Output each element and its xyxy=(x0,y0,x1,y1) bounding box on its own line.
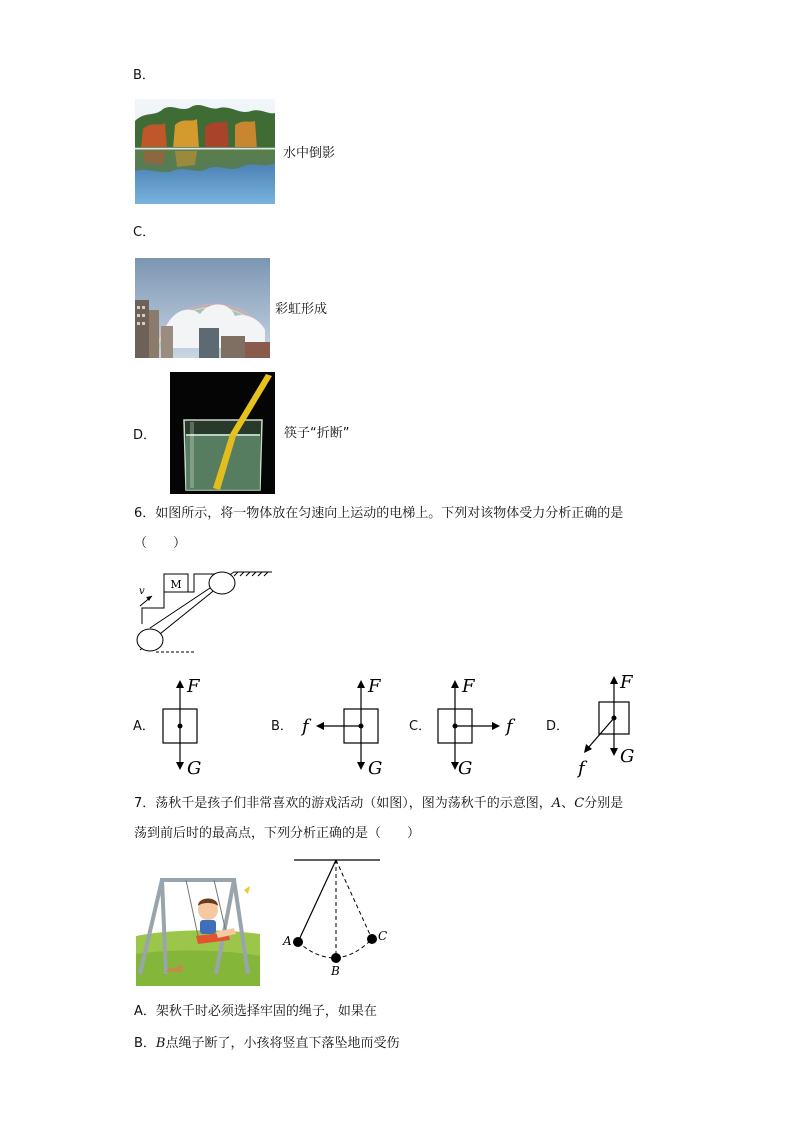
block-label: M xyxy=(170,578,182,591)
force-label-g: G xyxy=(187,758,202,779)
force-label-f: F xyxy=(368,676,381,697)
point-c-ref: C xyxy=(574,796,585,811)
force-label-friction: f xyxy=(302,716,309,737)
option-b-letter: B． xyxy=(133,68,155,83)
lake-reflection-photo xyxy=(135,99,275,204)
force-label-g: G xyxy=(458,758,473,779)
option-c-letter: C． xyxy=(133,225,156,240)
q6-stem-line1: 6．如图所示，将一物体放在匀速向上运动的电梯上。下列对该物体受力分析正确的是 xyxy=(134,506,624,521)
force-label-f: F xyxy=(620,672,633,693)
point-a-label: A xyxy=(283,934,292,948)
pendulum-diagram xyxy=(280,855,388,980)
force-label-friction: f xyxy=(506,716,513,737)
point-b-label: B xyxy=(331,964,340,978)
force-label-g: G xyxy=(368,758,383,779)
force-diagram-a xyxy=(155,676,205,779)
force-label-f: F xyxy=(187,676,200,697)
q6-stem-line2: （ ） xyxy=(134,536,187,551)
swing-illustration xyxy=(136,870,260,986)
q6-choice-a-letter: A． xyxy=(133,719,155,734)
rainbow-city-photo xyxy=(135,258,270,358)
q7-option-a: A．架秋千时必须选择牢固的绳子，如果在 xyxy=(134,1004,377,1019)
point-c-label: C xyxy=(378,929,388,943)
option-d-caption: 筷子“折断” xyxy=(284,426,350,441)
force-diagram-d xyxy=(572,670,644,778)
q7-stem-line2: 荡到前后时的最高点，下列分析正确的是（ ） xyxy=(134,826,421,841)
q6-choice-d-letter: D． xyxy=(546,719,570,734)
chopstick-beaker-photo xyxy=(170,372,275,494)
escalator-diagram xyxy=(134,566,276,658)
force-diagram-b xyxy=(296,676,388,779)
force-label-f: F xyxy=(462,676,475,697)
option-b-caption: 水中倒影 xyxy=(283,146,336,161)
q7-option-b: B．B点绳子断了，小孩将竖直下落坠地而受伤 xyxy=(134,1036,400,1051)
q6-choice-c-letter: C． xyxy=(409,719,432,734)
option-d-letter: D． xyxy=(133,428,157,443)
point-a-ref: A xyxy=(551,796,562,811)
force-diagram-c xyxy=(430,676,522,779)
point-b-ref: B xyxy=(155,1036,166,1051)
velocity-label: v xyxy=(139,586,145,597)
force-label-g: G xyxy=(620,746,635,767)
force-label-friction: f xyxy=(578,758,585,779)
q7-stem-line1: 7．荡秋千是孩子们非常喜欢的游戏活动（如图），图为荡秋千的示意图，A、C分别是 xyxy=(134,796,624,811)
q6-choice-b-letter: B． xyxy=(271,719,293,734)
option-c-caption: 彩虹形成 xyxy=(275,302,328,317)
